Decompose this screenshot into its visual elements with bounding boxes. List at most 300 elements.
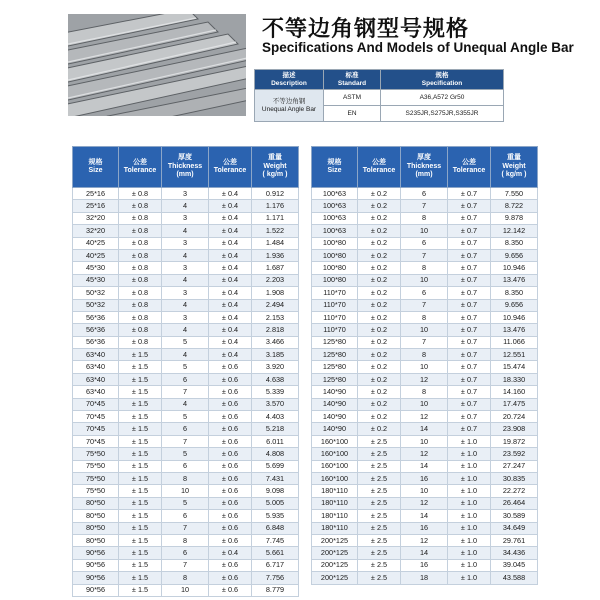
table-row	[73, 398, 299, 410]
table-row	[312, 522, 538, 534]
table-row	[312, 299, 538, 311]
size-cell: 63*40	[73, 361, 119, 373]
tolerance-cell: ± 0.8	[119, 299, 162, 311]
tolerance-cell: ± 1.5	[119, 460, 162, 472]
size-cell: 200*125	[312, 534, 358, 546]
size-cell: 100*80	[312, 274, 358, 286]
table-row	[73, 188, 299, 200]
thickness-tolerance-cell: ± 1.0	[448, 435, 491, 447]
table-row	[312, 311, 538, 323]
size-cell: 75*50	[73, 472, 119, 484]
weight-cell: 5.661	[252, 547, 299, 559]
thickness-tolerance-cell: ± 0.7	[448, 299, 491, 311]
tolerance-cell: ± 0.8	[119, 287, 162, 299]
tolerance-cell: ± 1.5	[119, 497, 162, 509]
thickness-tolerance-cell: ± 0.4	[209, 274, 252, 286]
thickness-cell: 3	[162, 212, 209, 224]
weight-cell: 12.551	[491, 349, 538, 361]
thickness-tolerance-cell: ± 1.0	[448, 572, 491, 584]
thickness-cell: 3	[162, 311, 209, 323]
weight-cell: 6.717	[252, 559, 299, 571]
table-row	[73, 225, 299, 237]
table-row	[73, 373, 299, 385]
weight-cell: 1.936	[252, 249, 299, 261]
thickness-cell: 6	[401, 287, 448, 299]
thickness-tolerance-cell: ± 0.6	[209, 460, 252, 472]
thickness-cell: 6	[401, 237, 448, 249]
thickness-cell: 10	[401, 324, 448, 336]
thickness-cell: 12	[401, 448, 448, 460]
tolerance-cell: ± 2.5	[358, 572, 401, 584]
tolerance-cell: ± 1.5	[119, 572, 162, 584]
weight-cell: 4.403	[252, 411, 299, 423]
tolerance-cell: ± 2.5	[358, 497, 401, 509]
tolerance-cell: ± 1.5	[119, 423, 162, 435]
thickness-cell: 14	[401, 460, 448, 472]
size-cell: 70*45	[73, 423, 119, 435]
thickness-tolerance-cell: ± 0.4	[209, 262, 252, 274]
weight-cell: 26.464	[491, 497, 538, 509]
thickness-tolerance-cell: ± 0.6	[209, 361, 252, 373]
size-cell: 200*125	[312, 572, 358, 584]
weight-cell: 30.589	[491, 510, 538, 522]
thickness-cell: 8	[162, 472, 209, 484]
table-row	[73, 547, 299, 559]
thickness-cell: 4	[162, 274, 209, 286]
thickness-cell: 12	[401, 373, 448, 385]
col-thickness-tolerance-header: 公差 Tolerance	[209, 147, 252, 188]
tolerance-cell: ± 0.2	[358, 237, 401, 249]
tolerance-cell: ± 0.2	[358, 225, 401, 237]
thickness-cell: 10	[401, 435, 448, 447]
thickness-tolerance-cell: ± 0.4	[209, 225, 252, 237]
table-row	[73, 212, 299, 224]
page-title-en: Specifications And Models of Unequal Angle Bar	[262, 40, 574, 55]
weight-cell: 8.350	[491, 287, 538, 299]
size-cell: 80*50	[73, 510, 119, 522]
thickness-tolerance-cell: ± 0.4	[209, 287, 252, 299]
col-tolerance-header: 公差 Tolerance	[358, 147, 401, 188]
size-cell: 90*56	[73, 572, 119, 584]
thickness-tolerance-cell: ± 0.4	[209, 249, 252, 261]
weight-cell: 1.176	[252, 200, 299, 212]
thickness-tolerance-cell: ± 0.6	[209, 572, 252, 584]
size-cell: 75*50	[73, 460, 119, 472]
thickness-tolerance-cell: ± 0.4	[209, 324, 252, 336]
tolerance-cell: ± 1.5	[119, 534, 162, 546]
thickness-cell: 14	[401, 423, 448, 435]
thickness-cell: 8	[401, 311, 448, 323]
weight-cell: 43.588	[491, 572, 538, 584]
spec-header-standard: 标准 Standard	[324, 70, 381, 90]
thickness-cell: 10	[401, 225, 448, 237]
size-cell: 32*20	[73, 212, 119, 224]
thickness-cell: 8	[162, 572, 209, 584]
weight-cell: 1.687	[252, 262, 299, 274]
thickness-tolerance-cell: ± 0.4	[209, 311, 252, 323]
tolerance-cell: ± 2.5	[358, 460, 401, 472]
thickness-cell: 4	[162, 200, 209, 212]
weight-cell: 29.761	[491, 534, 538, 546]
tolerance-cell: ± 2.5	[358, 472, 401, 484]
tolerance-cell: ± 1.5	[119, 349, 162, 361]
col-size-header: 规格 Size	[73, 147, 119, 188]
thickness-cell: 4	[162, 349, 209, 361]
size-table-right	[311, 146, 538, 585]
tolerance-cell: ± 1.5	[119, 472, 162, 484]
thickness-tolerance-cell: ± 0.6	[209, 510, 252, 522]
size-cell: 110*70	[312, 324, 358, 336]
thickness-tolerance-cell: ± 1.0	[448, 448, 491, 460]
table-row	[312, 547, 538, 559]
thickness-cell: 10	[401, 398, 448, 410]
thickness-tolerance-cell: ± 1.0	[448, 522, 491, 534]
table-row	[312, 435, 538, 447]
weight-cell: 1.171	[252, 212, 299, 224]
thickness-tolerance-cell: ± 1.0	[448, 547, 491, 559]
spec-header-specification: 规格 Specification	[381, 70, 504, 90]
tolerance-cell: ± 1.5	[119, 398, 162, 410]
weight-cell: 5.005	[252, 497, 299, 509]
weight-cell: 12.142	[491, 225, 538, 237]
thickness-cell: 7	[162, 435, 209, 447]
weight-cell: 30.835	[491, 472, 538, 484]
table-row	[312, 497, 538, 509]
thickness-tolerance-cell: ± 0.6	[209, 373, 252, 385]
tolerance-cell: ± 0.2	[358, 349, 401, 361]
thickness-cell: 3	[162, 237, 209, 249]
size-cell: 125*80	[312, 373, 358, 385]
spec-standard-table	[254, 69, 504, 122]
thickness-cell: 12	[401, 497, 448, 509]
table-row	[73, 287, 299, 299]
weight-cell: 7.756	[252, 572, 299, 584]
tolerance-cell: ± 2.5	[358, 448, 401, 460]
table-row	[312, 349, 538, 361]
thickness-tolerance-cell: ± 0.6	[209, 584, 252, 596]
table-row	[73, 485, 299, 497]
weight-cell: 18.330	[491, 373, 538, 385]
table-row	[312, 398, 538, 410]
col-thickness-header: 厚度 Thickness (mm)	[162, 147, 209, 188]
table-row	[312, 411, 538, 423]
tolerance-cell: ± 1.5	[119, 361, 162, 373]
spec-grade-astm: A36,A572 Gr50	[381, 90, 504, 106]
table-row	[312, 510, 538, 522]
thickness-cell: 5	[162, 361, 209, 373]
size-cell: 25*16	[73, 200, 119, 212]
size-cell: 70*45	[73, 398, 119, 410]
weight-cell: 9.656	[491, 299, 538, 311]
thickness-tolerance-cell: ± 1.0	[448, 485, 491, 497]
spec-standard-astm: ASTM	[324, 90, 381, 106]
table-row	[73, 559, 299, 571]
thickness-tolerance-cell: ± 0.6	[209, 534, 252, 546]
tolerance-cell: ± 0.2	[358, 373, 401, 385]
thickness-cell: 4	[162, 225, 209, 237]
thickness-cell: 6	[162, 547, 209, 559]
weight-cell: 7.745	[252, 534, 299, 546]
thickness-cell: 7	[401, 200, 448, 212]
size-cell: 125*80	[312, 349, 358, 361]
table-row	[312, 324, 538, 336]
weight-cell: 13.476	[491, 324, 538, 336]
weight-cell: 6.011	[252, 435, 299, 447]
table-row	[73, 349, 299, 361]
weight-cell: 10.946	[491, 311, 538, 323]
size-cell: 40*25	[73, 249, 119, 261]
thickness-tolerance-cell: ± 0.6	[209, 472, 252, 484]
tolerance-cell: ± 0.8	[119, 237, 162, 249]
weight-cell: 9.656	[491, 249, 538, 261]
tolerance-cell: ± 1.5	[119, 435, 162, 447]
thickness-cell: 8	[401, 212, 448, 224]
weight-cell: 11.066	[491, 336, 538, 348]
thickness-cell: 5	[162, 448, 209, 460]
table-row	[73, 386, 299, 398]
size-cell: 90*56	[73, 584, 119, 596]
weight-cell: 23.592	[491, 448, 538, 460]
size-table-left	[72, 146, 299, 597]
weight-cell: 19.872	[491, 435, 538, 447]
tolerance-cell: ± 2.5	[358, 435, 401, 447]
tolerance-cell: ± 0.2	[358, 311, 401, 323]
tolerance-cell: ± 0.2	[358, 262, 401, 274]
table-row	[73, 472, 299, 484]
thickness-tolerance-cell: ± 1.0	[448, 559, 491, 571]
thickness-cell: 8	[401, 262, 448, 274]
thickness-tolerance-cell: ± 0.7	[448, 311, 491, 323]
thickness-tolerance-cell: ± 0.7	[448, 324, 491, 336]
thickness-cell: 7	[401, 299, 448, 311]
size-cell: 63*40	[73, 373, 119, 385]
size-cell: 110*70	[312, 311, 358, 323]
table-row	[73, 411, 299, 423]
tolerance-cell: ± 0.2	[358, 361, 401, 373]
thickness-tolerance-cell: ± 0.7	[448, 249, 491, 261]
size-cell: 200*125	[312, 547, 358, 559]
tolerance-cell: ± 1.5	[119, 584, 162, 596]
table-row	[73, 200, 299, 212]
weight-cell: 3.920	[252, 361, 299, 373]
weight-cell: 7.550	[491, 188, 538, 200]
thickness-cell: 16	[401, 522, 448, 534]
thickness-tolerance-cell: ± 0.4	[209, 188, 252, 200]
size-cell: 90*56	[73, 559, 119, 571]
thickness-tolerance-cell: ± 0.7	[448, 361, 491, 373]
size-cell: 80*50	[73, 522, 119, 534]
tolerance-cell: ± 0.2	[358, 274, 401, 286]
thickness-cell: 4	[162, 249, 209, 261]
thickness-cell: 14	[401, 510, 448, 522]
size-cell: 180*110	[312, 485, 358, 497]
thickness-cell: 7	[401, 336, 448, 348]
tolerance-cell: ± 1.5	[119, 547, 162, 559]
thickness-tolerance-cell: ± 0.4	[209, 237, 252, 249]
weight-cell: 3.466	[252, 336, 299, 348]
size-cell: 56*36	[73, 324, 119, 336]
thickness-tolerance-cell: ± 0.6	[209, 386, 252, 398]
thickness-tolerance-cell: ± 0.4	[209, 200, 252, 212]
size-cell: 180*110	[312, 510, 358, 522]
thickness-tolerance-cell: ± 1.0	[448, 510, 491, 522]
weight-cell: 27.247	[491, 460, 538, 472]
table-row	[73, 299, 299, 311]
table-row	[73, 324, 299, 336]
thickness-cell: 6	[162, 373, 209, 385]
thickness-tolerance-cell: ± 0.7	[448, 349, 491, 361]
spec-description-cell: 不等边角钢 Unequal Angle Bar	[255, 90, 324, 122]
thickness-cell: 5	[162, 411, 209, 423]
tolerance-cell: ± 1.5	[119, 559, 162, 571]
weight-cell: 34.649	[491, 522, 538, 534]
tolerance-cell: ± 0.8	[119, 249, 162, 261]
table-row	[312, 534, 538, 546]
thickness-cell: 7	[162, 559, 209, 571]
thickness-tolerance-cell: ± 0.4	[209, 299, 252, 311]
table-row	[312, 336, 538, 348]
table-row	[73, 361, 299, 373]
table-row	[312, 262, 538, 274]
col-thickness-tolerance-header: 公差 Tolerance	[448, 147, 491, 188]
weight-cell: 39.045	[491, 559, 538, 571]
tolerance-cell: ± 2.5	[358, 534, 401, 546]
table-row	[312, 212, 538, 224]
col-weight-header: 重量 Weight ( kg/m )	[252, 147, 299, 188]
thickness-cell: 14	[401, 547, 448, 559]
size-cell: 160*100	[312, 435, 358, 447]
thickness-tolerance-cell: ± 0.4	[209, 547, 252, 559]
thickness-cell: 10	[401, 361, 448, 373]
thickness-cell: 12	[401, 411, 448, 423]
thickness-cell: 16	[401, 472, 448, 484]
thickness-cell: 6	[162, 460, 209, 472]
thickness-cell: 10	[401, 485, 448, 497]
size-cell: 140*90	[312, 423, 358, 435]
table-row	[73, 584, 299, 596]
weight-cell: 3.570	[252, 398, 299, 410]
weight-cell: 5.339	[252, 386, 299, 398]
size-cell: 160*100	[312, 472, 358, 484]
tolerance-cell: ± 1.5	[119, 485, 162, 497]
thickness-tolerance-cell: ± 0.7	[448, 262, 491, 274]
size-cell: 140*90	[312, 386, 358, 398]
size-cell: 100*80	[312, 249, 358, 261]
size-table-right-body	[312, 188, 538, 585]
thickness-tolerance-cell: ± 0.4	[209, 212, 252, 224]
tolerance-cell: ± 0.2	[358, 249, 401, 261]
tolerance-cell: ± 1.5	[119, 373, 162, 385]
tolerance-cell: ± 0.2	[358, 386, 401, 398]
weight-cell: 1.522	[252, 225, 299, 237]
size-cell: 125*80	[312, 361, 358, 373]
weight-cell: 2.818	[252, 324, 299, 336]
weight-cell: 4.638	[252, 373, 299, 385]
tolerance-cell: ± 0.8	[119, 212, 162, 224]
size-cell: 50*32	[73, 299, 119, 311]
tolerance-cell: ± 0.8	[119, 336, 162, 348]
weight-cell: 3.185	[252, 349, 299, 361]
weight-cell: 6.848	[252, 522, 299, 534]
thickness-cell: 12	[401, 534, 448, 546]
thickness-tolerance-cell: ± 0.7	[448, 287, 491, 299]
tolerance-cell: ± 0.8	[119, 262, 162, 274]
thickness-cell: 8	[401, 386, 448, 398]
tolerance-cell: ± 2.5	[358, 559, 401, 571]
size-cell: 140*90	[312, 398, 358, 410]
table-row	[73, 572, 299, 584]
size-cell: 90*56	[73, 547, 119, 559]
thickness-tolerance-cell: ± 0.6	[209, 497, 252, 509]
thickness-cell: 10	[162, 584, 209, 596]
thickness-cell: 16	[401, 559, 448, 571]
thickness-tolerance-cell: ± 0.7	[448, 411, 491, 423]
weight-cell: 8.350	[491, 237, 538, 249]
thickness-tolerance-cell: ± 0.4	[209, 349, 252, 361]
weight-cell: 2.153	[252, 311, 299, 323]
size-cell: 63*40	[73, 386, 119, 398]
thickness-cell: 7	[162, 386, 209, 398]
table-row	[73, 522, 299, 534]
size-cell: 100*63	[312, 212, 358, 224]
thickness-cell: 10	[401, 274, 448, 286]
weight-cell: 13.476	[491, 274, 538, 286]
weight-cell: 14.160	[491, 386, 538, 398]
table-row	[312, 225, 538, 237]
size-cell: 45*30	[73, 274, 119, 286]
table-row	[312, 448, 538, 460]
tolerance-cell: ± 0.2	[358, 336, 401, 348]
table-row	[312, 423, 538, 435]
thickness-cell: 3	[162, 262, 209, 274]
size-cell: 100*63	[312, 188, 358, 200]
size-cell: 70*45	[73, 435, 119, 447]
table-row	[312, 249, 538, 261]
thickness-tolerance-cell: ± 0.7	[448, 200, 491, 212]
size-table-left-body	[73, 188, 299, 597]
tolerance-cell: ± 0.2	[358, 287, 401, 299]
thickness-tolerance-cell: ± 0.7	[448, 423, 491, 435]
thickness-tolerance-cell: ± 0.4	[209, 336, 252, 348]
weight-cell: 15.474	[491, 361, 538, 373]
tolerance-cell: ± 0.8	[119, 200, 162, 212]
thickness-cell: 5	[162, 497, 209, 509]
table-row	[73, 448, 299, 460]
table-row	[312, 373, 538, 385]
tolerance-cell: ± 2.5	[358, 547, 401, 559]
thickness-cell: 8	[162, 534, 209, 546]
weight-cell: 9.878	[491, 212, 538, 224]
thickness-tolerance-cell: ± 0.7	[448, 373, 491, 385]
weight-cell: 2.494	[252, 299, 299, 311]
size-cell: 40*25	[73, 237, 119, 249]
thickness-cell: 6	[401, 188, 448, 200]
tolerance-cell: ± 0.8	[119, 188, 162, 200]
size-cell: 110*70	[312, 287, 358, 299]
size-cell: 180*110	[312, 497, 358, 509]
table-row	[312, 237, 538, 249]
weight-cell: 0.912	[252, 188, 299, 200]
thickness-cell: 4	[162, 299, 209, 311]
table-row	[312, 572, 538, 584]
size-cell: 45*30	[73, 262, 119, 274]
table-row	[312, 361, 538, 373]
thickness-tolerance-cell: ± 0.6	[209, 435, 252, 447]
tolerance-cell: ± 0.8	[119, 311, 162, 323]
tolerance-cell: ± 2.5	[358, 485, 401, 497]
thickness-cell: 10	[162, 485, 209, 497]
thickness-cell: 4	[162, 324, 209, 336]
